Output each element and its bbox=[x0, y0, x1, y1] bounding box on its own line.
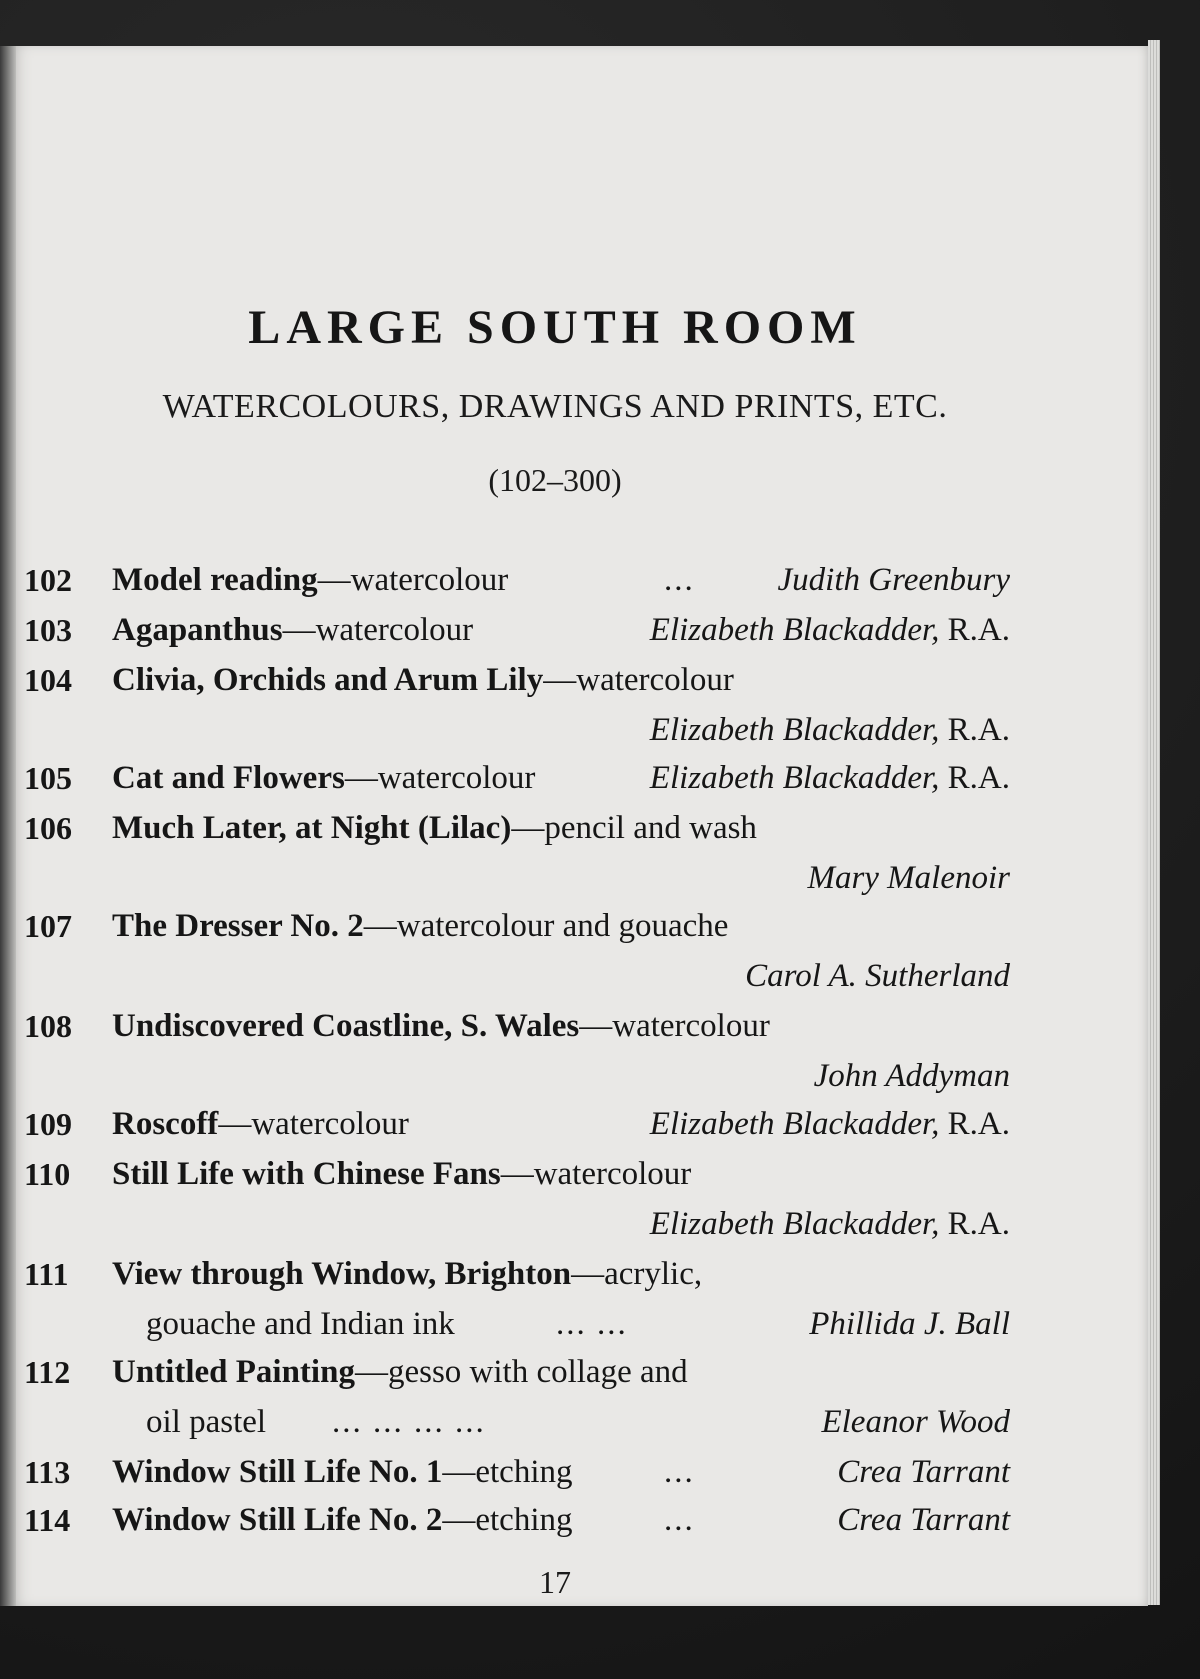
entry-number: 107 bbox=[24, 908, 72, 944]
entry-text bbox=[112, 562, 508, 599]
entry-medium: —watercolour bbox=[344, 760, 536, 796]
entry-title: Cat and Flowers bbox=[112, 760, 345, 796]
entry-artist: Crea Tarrant bbox=[837, 1502, 1010, 1538]
entry-number: 104 bbox=[24, 662, 72, 698]
leader-dots: ... ... ... ... bbox=[332, 1404, 486, 1440]
entry-text bbox=[112, 908, 728, 945]
entry-medium: —watercolour and gouache bbox=[363, 908, 729, 944]
room-title: LARGE SOUTH ROOM bbox=[248, 301, 862, 354]
catalogue-entry bbox=[0, 1354, 1200, 1400]
catalogue-entry bbox=[0, 810, 1200, 856]
catalogue-range: (102–300) bbox=[488, 462, 622, 498]
entry-medium: —watercolour bbox=[218, 1106, 409, 1142]
entry-text bbox=[112, 1502, 573, 1539]
entry-artist: Crea Tarrant bbox=[837, 1454, 1010, 1490]
catalogue-entry bbox=[0, 760, 1200, 806]
entry-text bbox=[112, 612, 473, 649]
entry-title: The Dresser No. 2 bbox=[112, 908, 364, 944]
entry-number: 111 bbox=[24, 1256, 69, 1292]
entry-number: 103 bbox=[24, 612, 72, 648]
entry-text bbox=[112, 662, 734, 699]
catalogue-entry bbox=[0, 1502, 1200, 1548]
catalogue-entry bbox=[0, 1106, 1200, 1152]
entry-text bbox=[112, 1008, 770, 1045]
entry-number: 114 bbox=[24, 1502, 71, 1538]
catalogue-entry-continuation bbox=[0, 1404, 1200, 1450]
entry-number: 113 bbox=[24, 1454, 71, 1490]
entry-title: Clivia, Orchids and Arum Lily bbox=[112, 662, 544, 698]
entry-number: 105 bbox=[24, 760, 72, 796]
entry-title: Window Still Life No. 1 bbox=[112, 1454, 443, 1490]
entry-title: Window Still Life No. 2 bbox=[112, 1502, 443, 1538]
entry-text bbox=[112, 1354, 688, 1391]
catalogue-entry bbox=[0, 612, 1200, 658]
catalogue-entry bbox=[0, 1156, 1200, 1202]
entry-artist: Elizabeth Blackadder, R.A. bbox=[649, 612, 1010, 648]
page-number: 17 bbox=[539, 1564, 571, 1600]
catalogue-entry-continuation bbox=[0, 1058, 1200, 1104]
entry-artist: Elizabeth Blackadder, R.A. bbox=[649, 1106, 1010, 1142]
entry-number: 102 bbox=[24, 562, 72, 598]
leader-dots: ... bbox=[664, 1454, 695, 1490]
entry-artist: Phillida J. Ball bbox=[809, 1306, 1010, 1342]
entry-medium: —etching bbox=[442, 1502, 573, 1538]
entry-number: 108 bbox=[24, 1008, 72, 1044]
entry-title: View through Window, Brighton bbox=[112, 1256, 572, 1292]
section-subtitle: WATERCOLOURS, DRAWINGS AND PRINTS, ETC. bbox=[162, 388, 948, 425]
entry-number: 112 bbox=[24, 1354, 71, 1390]
catalogue-entry-continuation bbox=[0, 860, 1200, 906]
entry-text bbox=[112, 760, 535, 797]
entry-title: Untitled Painting bbox=[112, 1354, 355, 1390]
entry-artist: Carol A. Sutherland bbox=[745, 958, 1010, 994]
entry-number: 106 bbox=[24, 810, 72, 846]
entry-text bbox=[112, 810, 757, 847]
entry-title: Roscoff bbox=[112, 1106, 219, 1142]
entry-medium-continued: oil pastel bbox=[146, 1404, 267, 1440]
entry-text bbox=[112, 1256, 702, 1293]
entry-artist: Elizabeth Blackadder, R.A. bbox=[649, 712, 1010, 748]
entry-medium: —acrylic, bbox=[571, 1256, 703, 1292]
entry-medium: —pencil and wash bbox=[511, 810, 757, 846]
leader-dots: ... ... bbox=[556, 1306, 628, 1342]
entry-title: Undiscovered Coastline, S. Wales bbox=[112, 1008, 580, 1044]
catalogue-entry bbox=[0, 1454, 1200, 1500]
entry-title: Model reading bbox=[112, 562, 318, 598]
entry-medium: —gesso with collage and bbox=[354, 1354, 688, 1390]
entry-medium-continued: gouache and Indian ink bbox=[146, 1306, 455, 1342]
catalogue-entry-continuation bbox=[0, 712, 1200, 758]
entry-text bbox=[112, 1106, 409, 1143]
entry-artist: Eleanor Wood bbox=[821, 1404, 1010, 1440]
catalogue-entry bbox=[0, 562, 1200, 608]
entry-artist: Judith Greenbury bbox=[777, 562, 1010, 598]
catalogue-entry-continuation bbox=[0, 1306, 1200, 1352]
entry-medium: —watercolour bbox=[500, 1156, 692, 1192]
entry-title: Agapanthus bbox=[112, 612, 283, 648]
entry-medium: —etching bbox=[442, 1454, 573, 1490]
entry-medium: —watercolour bbox=[543, 662, 734, 698]
entry-text bbox=[112, 1454, 573, 1491]
catalogue-entry bbox=[0, 662, 1200, 708]
catalogue-entry-continuation bbox=[0, 958, 1200, 1004]
catalogue-entry-continuation bbox=[0, 1206, 1200, 1252]
entry-number: 110 bbox=[24, 1156, 71, 1192]
entry-artist: Elizabeth Blackadder, R.A. bbox=[649, 1206, 1010, 1242]
entry-number: 109 bbox=[24, 1106, 72, 1142]
leader-dots: ... bbox=[664, 1502, 695, 1538]
leader-dots: ... bbox=[664, 562, 695, 598]
entry-artist: Elizabeth Blackadder, R.A. bbox=[649, 760, 1010, 796]
entry-title: Much Later, at Night (Lilac) bbox=[112, 810, 512, 846]
entry-medium: —watercolour bbox=[579, 1008, 770, 1044]
entry-title: Still Life with Chinese Fans bbox=[112, 1156, 501, 1192]
catalogue-entry bbox=[0, 1008, 1200, 1054]
entry-medium: —watercolour bbox=[317, 562, 509, 598]
entry-artist: John Addyman bbox=[813, 1058, 1010, 1094]
entry-text bbox=[112, 1156, 691, 1193]
catalogue-entry bbox=[0, 1256, 1200, 1302]
entry-artist: Mary Malenoir bbox=[807, 860, 1010, 896]
entry-medium: —watercolour bbox=[282, 612, 474, 648]
catalogue-entry bbox=[0, 908, 1200, 954]
